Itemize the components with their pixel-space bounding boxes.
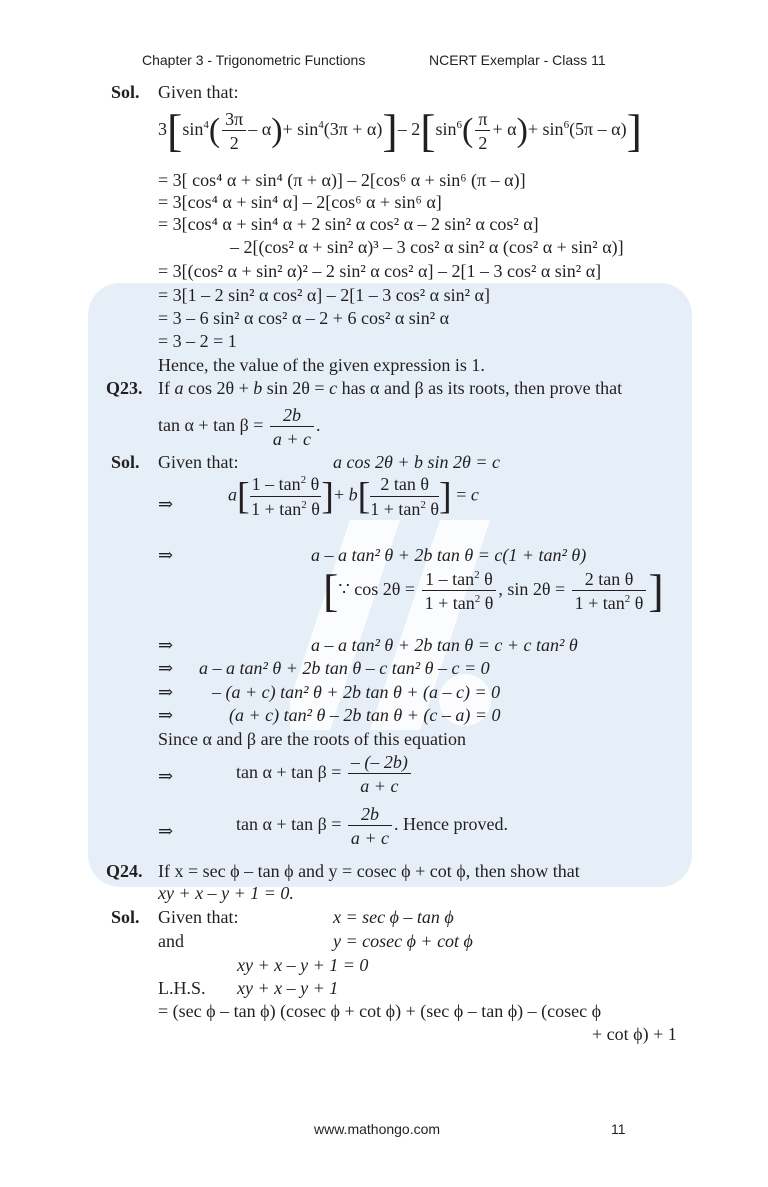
step-line: = 3[ cos⁴ α + sin⁴ (π + α)] – 2[cos⁶ α + sin⁶ (π – α)] [158, 170, 526, 190]
step-line: = 3 – 2 = 1 [158, 331, 237, 351]
given-equation: x = sec ϕ – tan ϕ [333, 907, 454, 927]
implies-symbol: ⇒ [158, 635, 174, 655]
question-text: If x = sec ϕ – tan ϕ and y = cosec ϕ + cot ϕ, then show that [158, 861, 580, 881]
identity-bracket: [∵ cos 2θ = $\frac{1 - \tan^2 \theta}{1 + \tan^2 \theta}$ , sin 2θ = $\frac{\text{2 tan θ}}{1 + \tan^2 \theta}$ ] [323, 565, 664, 616]
implies-symbol: ⇒ [158, 658, 174, 678]
substitution-expression: a[ $\frac{1 - \tan^2 \theta}{1 + \tan^2 \theta}$ ]+ b[ $\frac{\text{2 tan θ}}{1 + \tan^2 \theta}$ ] = c [228, 474, 479, 519]
step-line: – (a + c) tan² θ + 2b tan θ + (a – c) = 0 [212, 682, 501, 702]
sum-of-roots-expression: tan α + tan β = $\frac{- (- 2b)}{a + c}$ [236, 753, 413, 795]
step-line: (a + c) tan² θ – 2b tan θ + (c – a) = 0 [229, 705, 501, 725]
step-line: = 3[1 – 2 sin² α cos² α] – 2[1 – 3 cos² α sin² α] [158, 285, 490, 305]
implies-symbol: ⇒ [158, 682, 174, 702]
given-equation: y = cosec ϕ + cot ϕ [333, 931, 473, 951]
question-text: If a cos 2θ + b sin 2θ = c has α and β as its roots, then prove that [158, 378, 623, 398]
step-line: – 2[(cos² α + sin² α)³ – 3 cos² α sin² α (cos² α + sin² α)] [230, 237, 624, 257]
final-expression: tan α + tan β = $\frac{2b}{a + c}$ . Hence proved. [236, 804, 508, 848]
implies-symbol: ⇒ [158, 821, 174, 841]
given-text: Given that: [158, 452, 239, 472]
header-book: NCERT Exemplar - Class 11 [429, 52, 606, 68]
page-number: 11 [611, 1121, 626, 1137]
sol-label: Sol. [111, 452, 140, 472]
and-text: and [158, 931, 184, 951]
lhs-label: L.H.S. [158, 978, 206, 998]
footer-site: www.mathongo.com [314, 1121, 441, 1137]
step-line: = 3[cos⁴ α + sin⁴ α] – 2[cos⁶ α + sin⁶ α] [158, 192, 442, 212]
expansion-line: + cot ϕ) + 1 [592, 1024, 677, 1044]
prove-expression: tan α + tan β = $\frac{2b}{a + c}$ . [158, 405, 321, 449]
since-text: Since α and β are the roots of this equation [158, 729, 467, 749]
question-text: xy + x – y + 1 = 0. [158, 883, 294, 903]
implies-symbol: ⇒ [158, 494, 174, 514]
conclusion-text: Hence, the value of the given expression is 1. [158, 355, 485, 375]
given-expression: $3[\sin^4$( $\frac{3\pi}{2}$ – $\alpha)+ \sin^4(3\pi + \alpha)]-$ $2[\sin^6$( $\frac{\pi}{2}$ + $\alpha)+ \sin^6(5\pi - \alpha)$] [158, 105, 642, 156]
question-label: Q23. [106, 378, 143, 398]
given-text: Given that: [158, 907, 239, 927]
target-equation: xy + x – y + 1 = 0 [237, 955, 369, 975]
step-line: = 3[cos⁴ α + sin⁴ α + 2 sin² α cos² α – 2 sin² α cos² α] [158, 214, 539, 234]
step-line: = 3[(cos² α + sin² α)² – 2 sin² α cos² α] – 2[1 – 3 cos² α sin² α] [158, 261, 602, 281]
given-equation: a cos 2θ + b sin 2θ = c [333, 452, 500, 472]
expansion-line: = (sec ϕ – tan ϕ) (cosec ϕ + cot ϕ) + (sec ϕ – tan ϕ) – (cosec ϕ [158, 1001, 602, 1021]
sol-label: Sol. [111, 82, 140, 102]
step-line: a – a tan² θ + 2b tan θ = c(1 + tan² θ) [311, 545, 587, 565]
step-line: a – a tan² θ + 2b tan θ – c tan² θ – c = 0 [199, 658, 490, 678]
implies-symbol: ⇒ [158, 705, 174, 725]
implies-symbol: ⇒ [158, 766, 174, 786]
step-line: = 3 – 6 sin² α cos² α – 2 + 6 cos² α sin² α [158, 308, 450, 328]
header-chapter: Chapter 3 - Trigonometric Functions [142, 52, 366, 68]
question-label: Q24. [106, 861, 143, 881]
implies-symbol: ⇒ [158, 545, 174, 565]
lhs-expression: xy + x – y + 1 [237, 978, 339, 998]
given-text: Given that: [158, 82, 239, 102]
sol-label: Sol. [111, 907, 140, 927]
step-line: a – a tan² θ + 2b tan θ = c + c tan² θ [311, 635, 578, 655]
